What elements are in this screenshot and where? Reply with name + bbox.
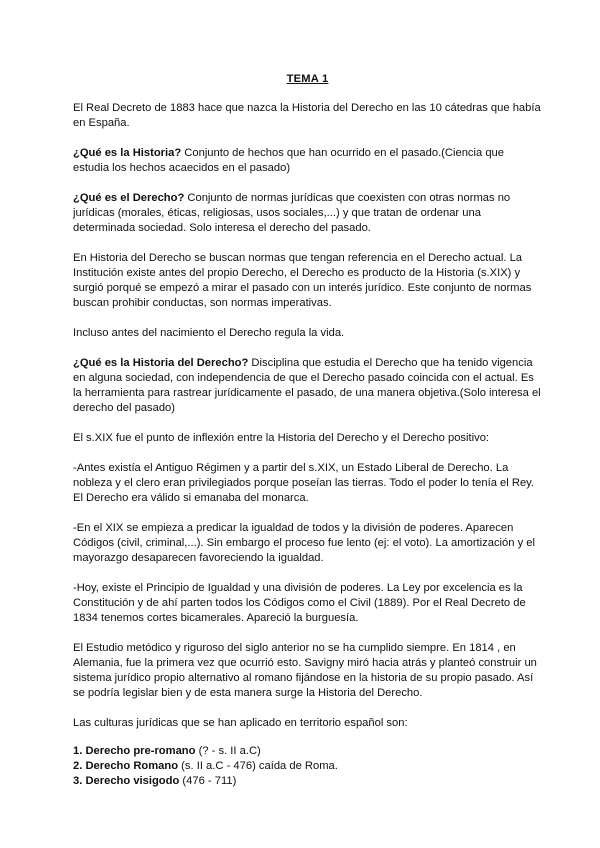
culturas-list (73, 744, 542, 789)
paragraph-xix-igualdad: -En el XIX se empieza a predicar la igualdad de todos y la división de poderes. Aparecen Códigos (civil, criminal,...). Sin embargo el proceso fue lento (ej: el voto). La amortización y el mayorazgo desaparecen favoreciendo la igualdad. (73, 522, 535, 564)
list-item-label: 3. Derecho visigodo (73, 775, 180, 787)
paragraph-historia (73, 146, 542, 176)
answer-historia-del-derecho: Disciplina que estudia el Derecho que ha tenido vigencia en alguna sociedad, con independencia de que el Derecho pasado coincida con el actual. Es la herramienta para rastrear jurídicamente el pasado, de una manera objetiva.(Solo interesa el derecho del pasado) (73, 357, 541, 414)
list-item (73, 774, 542, 789)
list-item (73, 744, 542, 759)
paragraph-historia-del-derecho-normas: En Historia del Derecho se buscan normas que tengan referencia en el Derecho actual. La Institución existe antes del propio Derecho, el Derecho es producto de la Historia (s.XIX) y surgió porqué se empezó a mirar el pasado con un interés jurídico. Este conjunto de normas buscan prohibir conductas, son normas imperativas. (73, 252, 532, 309)
list-item-label: 2. Derecho Romano (73, 760, 179, 772)
paragraph-estudio-metodico: El Estudio metódico y riguroso del siglo anterior no se ha cumplido siempre. En 1814 , en Alemania, fue la primera vez que ocurrió esto. Savigny miró hacia atrás y planteó construir un sistema jurídico propio alternativo al romano fijándose en la historia de su propio pasado. Así se podría legislar bien y de esta manera surge la Historia del Derecho. (73, 642, 537, 699)
paragraph-culturas-juridicas: Las culturas jurídicas que se han aplicado en territorio español son: (73, 717, 408, 729)
paragraph-historia-del-derecho (73, 356, 542, 416)
list-item-detail: (s. II a.C - 476) caída de Roma. (178, 760, 338, 772)
paragraph-derecho (73, 191, 542, 236)
question-derecho: ¿Qué es el Derecho? (73, 192, 185, 204)
question-historia: ¿Qué es la Historia? (73, 147, 182, 159)
list-item-detail: (476 - 711) (179, 775, 237, 787)
list-item-label: 1. Derecho pre-romano (73, 745, 196, 757)
answer-historia: Conjunto de hechos que han ocurrido en el pasado.(Ciencia que estudia los hechos acaecidos en el pasado) (73, 147, 504, 174)
paragraph-real-decreto: El Real Decreto de 1883 hace que nazca la Historia del Derecho en las 10 cátedras que había en España. (73, 102, 541, 129)
document-title: TEMA 1 (286, 73, 329, 85)
list-item-detail: (? - s. II a.C) (195, 745, 261, 757)
list-item (73, 759, 542, 774)
paragraph-siglo-xix: El s.XIX fue el punto de inflexión entre la Historia del Derecho y el Derecho positivo: (73, 432, 490, 444)
question-historia-del-derecho: ¿Qué es la Historia del Derecho? (73, 357, 249, 369)
paragraph-nacimiento: Incluso antes del nacimiento el Derecho regula la vida. (73, 327, 345, 339)
answer-derecho: Conjunto de normas jurídicas que coexisten con otras normas no jurídicas (morales, éticas, religiosas, usos sociales,...) y que tratan de ordenar una determinada sociedad. Solo interesa el derecho del pasado. (73, 192, 511, 234)
paragraph-hoy: -Hoy, existe el Principio de Igualdad y una división de poderes. La Ley por excelencia es la Constitución y de ahí parten todos los Códigos como el Civil (1889). Por el Real Decreto de 1834 tenemos cortes bicamerales. Apareció la burguesía. (73, 582, 526, 624)
paragraph-antiguo-regimen: -Antes existía el Antiguo Régimen y a partir del s.XIX, un Estado Liberal de Derecho. La nobleza y el clero eran privilegiados porque poseían las tierras. Todo el poder lo tenía el Rey. El Derecho era válido si emanaba del monarca. (73, 462, 535, 504)
